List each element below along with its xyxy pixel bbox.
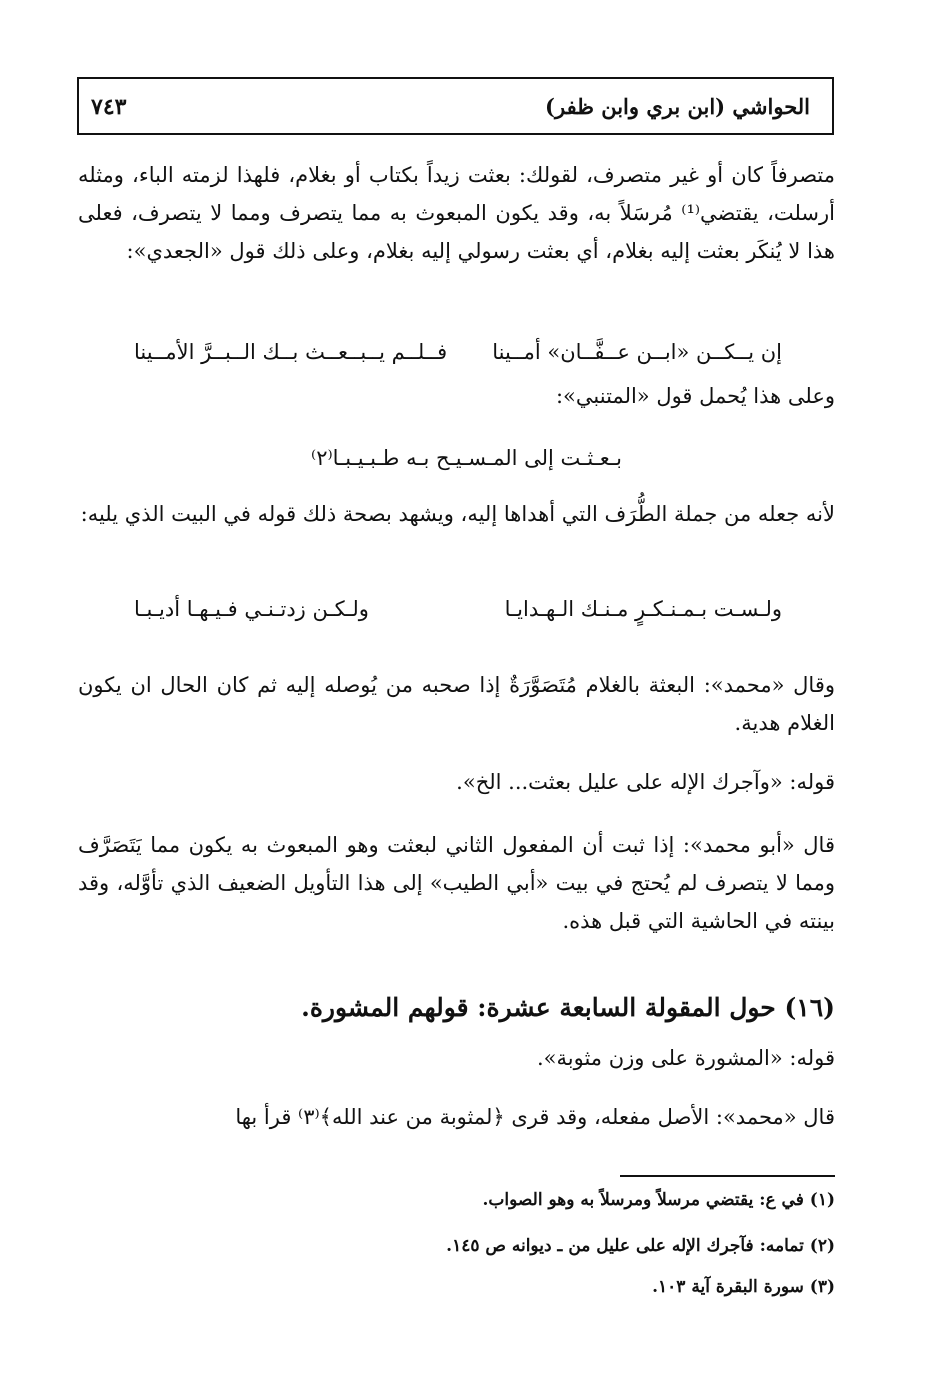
mutanabbi-intro: وعلى هذا يُحمل قول «المتنبي»: (555, 384, 835, 408)
verse-next-first-hemistich: ولـسـت بـمـنـكـرٍ مـنـك الـهـدايـا (504, 597, 782, 621)
page-header (77, 77, 834, 135)
running-title: الحواشي (ابن بري وابن ظفر) (545, 94, 810, 119)
paragraph-4: قال «أبو محمد»: إذا ثبت أن المفعول الثاني لبعثت وهو المبعوث به يكون مما يَتَصَرَّف ومما لا يتصرف لم يُحتج في بيت «أبي الطيب» إلى هذا التأويل الضعيف الذي تأوَّله، وقد بينته في الحاشية التي قبل هذه. (78, 833, 835, 933)
verse-jadi (134, 340, 782, 376)
footnote-2: (٢) تمامه: فآجرك الإله على عليل من ـ ديوانه ص ١٤٥. (446, 1236, 835, 1256)
footnote-separator (620, 1175, 835, 1177)
page-number: ٧٤٣ (91, 94, 127, 120)
verse-mutanabbi: بـعـثـت إلى المـسـيـح بـه طـبـيـبـا⁽٢⁾ (311, 446, 622, 470)
footnote-3: (٣) سورة البقرة آية ١٠٣. (652, 1277, 835, 1297)
qawluh-1: قوله: «وآجرك الإله على عليل بعثت... الخ». (456, 770, 835, 794)
footnote-1: (١) في ع: يقتضي مرسلاً ومرسلاً به وهو الصواب. (482, 1190, 835, 1210)
verse-next-second-hemistich: ولـكـن زدتـنـي فـيـهـا أديـبـا (134, 597, 369, 621)
verse-jadi-second-hemistich: فــلــم يــبــعــث بــك الــبــرَّ الأمــينا (134, 340, 448, 364)
section-heading: (١٦) حول المقولة السابعة عشرة: قولهم المشورة. (301, 993, 835, 1022)
qawluh-2: قوله: «المشورة على وزن مثوبة». (536, 1046, 835, 1070)
last-line: قال «محمد»: الأصل مفعله، وقد قرى ﴿لمثوبة من عند الله﴾⁽٣⁾ قرأ بها (235, 1105, 835, 1129)
paragraph-2: لأنه جعله من جملة الطُّرَف التي أهداها إليه، ويشهد بصحة ذلك قوله في البيت الذي يليه: (80, 502, 835, 526)
paragraph-3: وقال «محمد»: البعثة بالغلام مُتَصَوَّرَةٌ إذا صحبه من يُوصله إليه ثم كان الحال ان يكون الغلام هدية. (78, 673, 835, 735)
paragraph-1: متصرفاً كان أو غير متصرف، لقولك: بعثت زيداً بكتاب أو بغلام، فلهذا لزمته الباء، ومثله أرسلت، يقتضي⁽¹⁾ مُرسَلاً به، وقد يكون المبعوث به مما يتصرف ومما لا يتصرف، فعلى هذا لا يُنكَر بعثت إليه بغلام، أي بعثت رسولي إليه بغلام، وعلى ذلك قول «الجعدي»: (78, 163, 835, 263)
verse-next (134, 597, 782, 633)
verse-jadi-first-hemistich: إن يــكــن «ابــن عــفَّــان» أمــينا (492, 340, 782, 364)
